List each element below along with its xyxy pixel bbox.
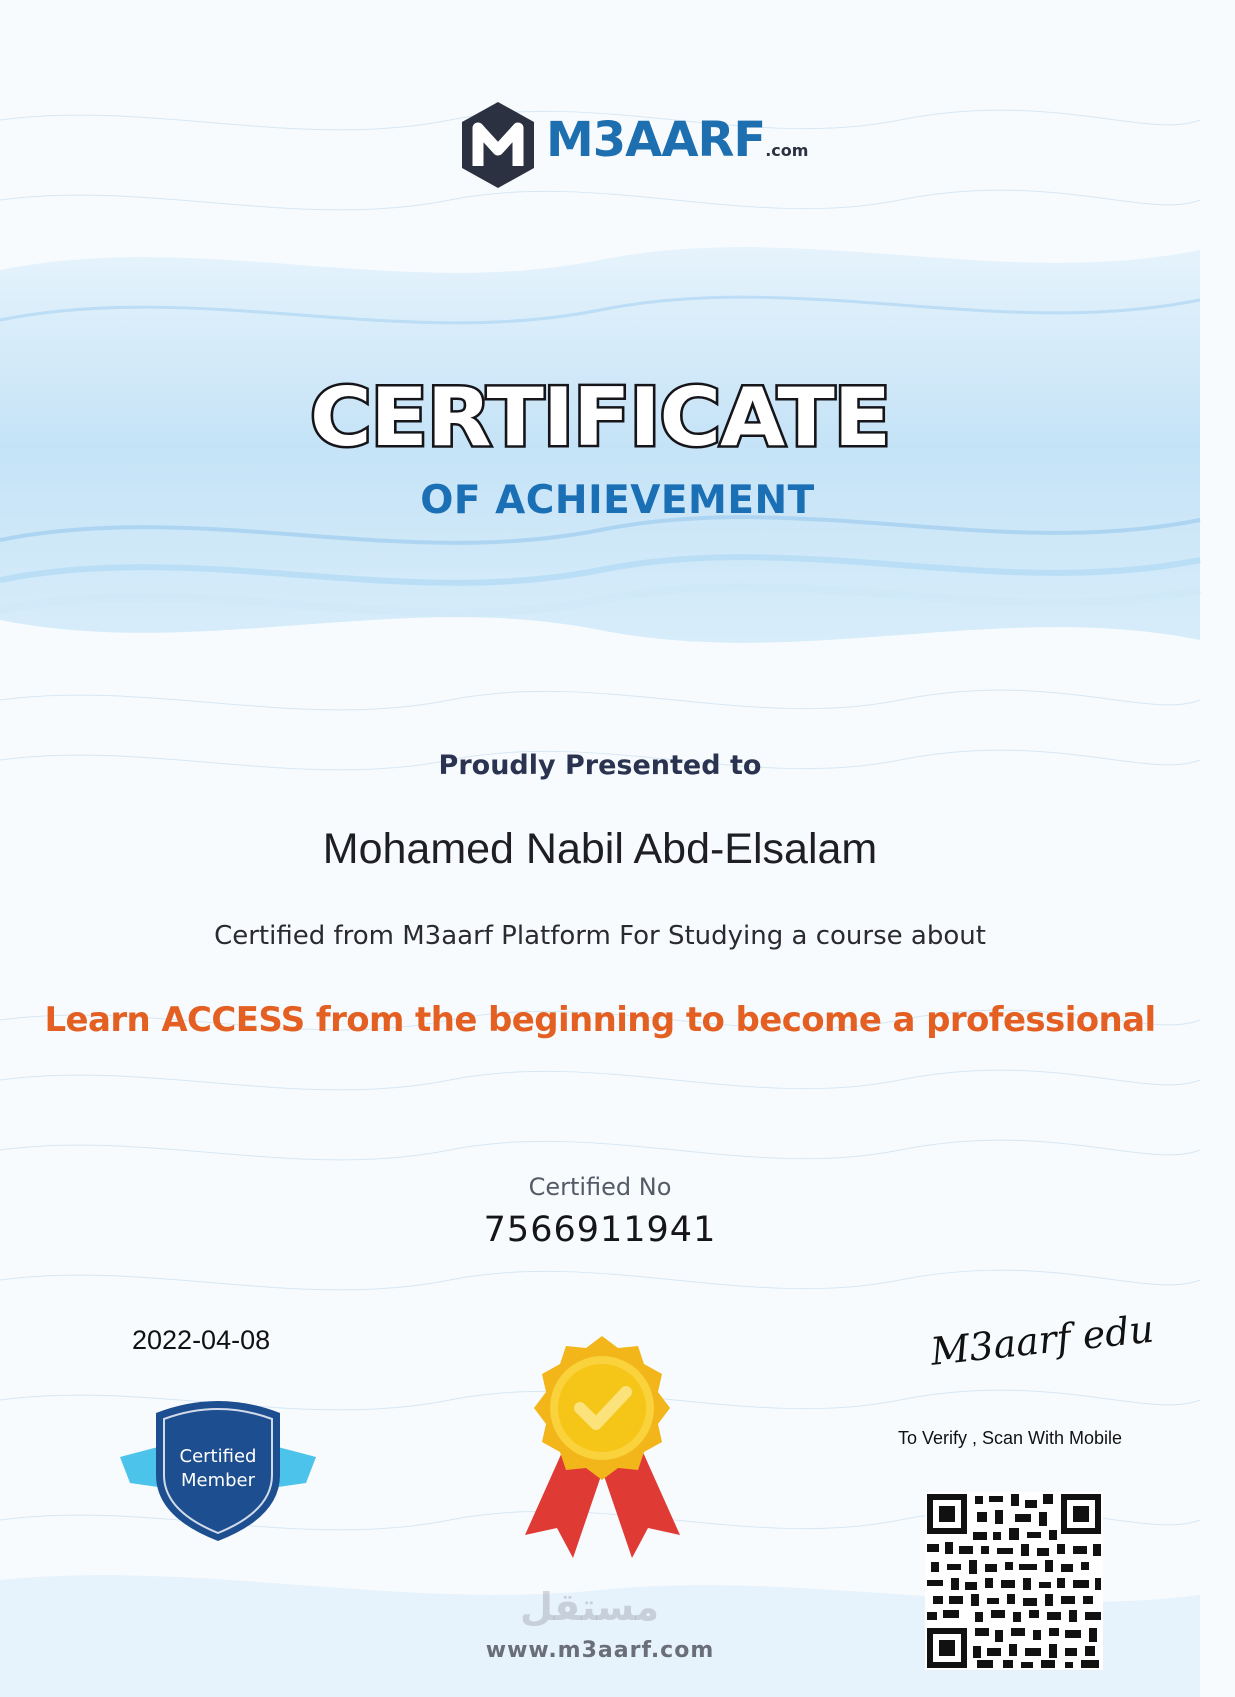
signature <box>925 1300 1156 1380</box>
course-title: Learn ACCESS from the beginning to become a professional <box>44 1000 1156 1040</box>
certificate-title <box>290 355 910 475</box>
logo-suffix: .com <box>765 141 809 160</box>
certificate-subtitle: OF ACHIEVEMENT <box>420 478 815 523</box>
logo-wordmark: M3AARF.com <box>546 112 809 168</box>
certified-no-label: Certified No <box>528 1173 672 1201</box>
certified-from-text: Certified from M3aarf Platform For Studying a course about <box>214 921 986 951</box>
hexagon-m-icon <box>458 100 538 192</box>
brand-logo <box>458 98 809 194</box>
verify-instruction: To Verify , Scan With Mobile <box>897 1428 1123 1448</box>
signature-text: M3aarf edu <box>928 1306 1156 1374</box>
certificate-title-text: CERTIFICATE <box>310 371 890 464</box>
website-url[interactable]: www.m3aarf.com <box>485 1638 715 1663</box>
issue-date: 2022-04-08 <box>132 1325 271 1355</box>
certified-no: 7566911941 <box>483 1210 717 1250</box>
badge-label <box>158 1445 278 1493</box>
watermark: مستقل <box>520 1585 659 1629</box>
recipient-name: Mohamed Nabil Abd-Elsalam <box>322 825 878 873</box>
badge-line-1: Certified <box>179 1446 257 1467</box>
badge-line-2: Member <box>180 1470 256 1491</box>
award-medal-icon <box>515 1330 690 1565</box>
presented-label: Proudly Presented to <box>438 750 762 781</box>
certified-member-badge <box>118 1395 318 1545</box>
